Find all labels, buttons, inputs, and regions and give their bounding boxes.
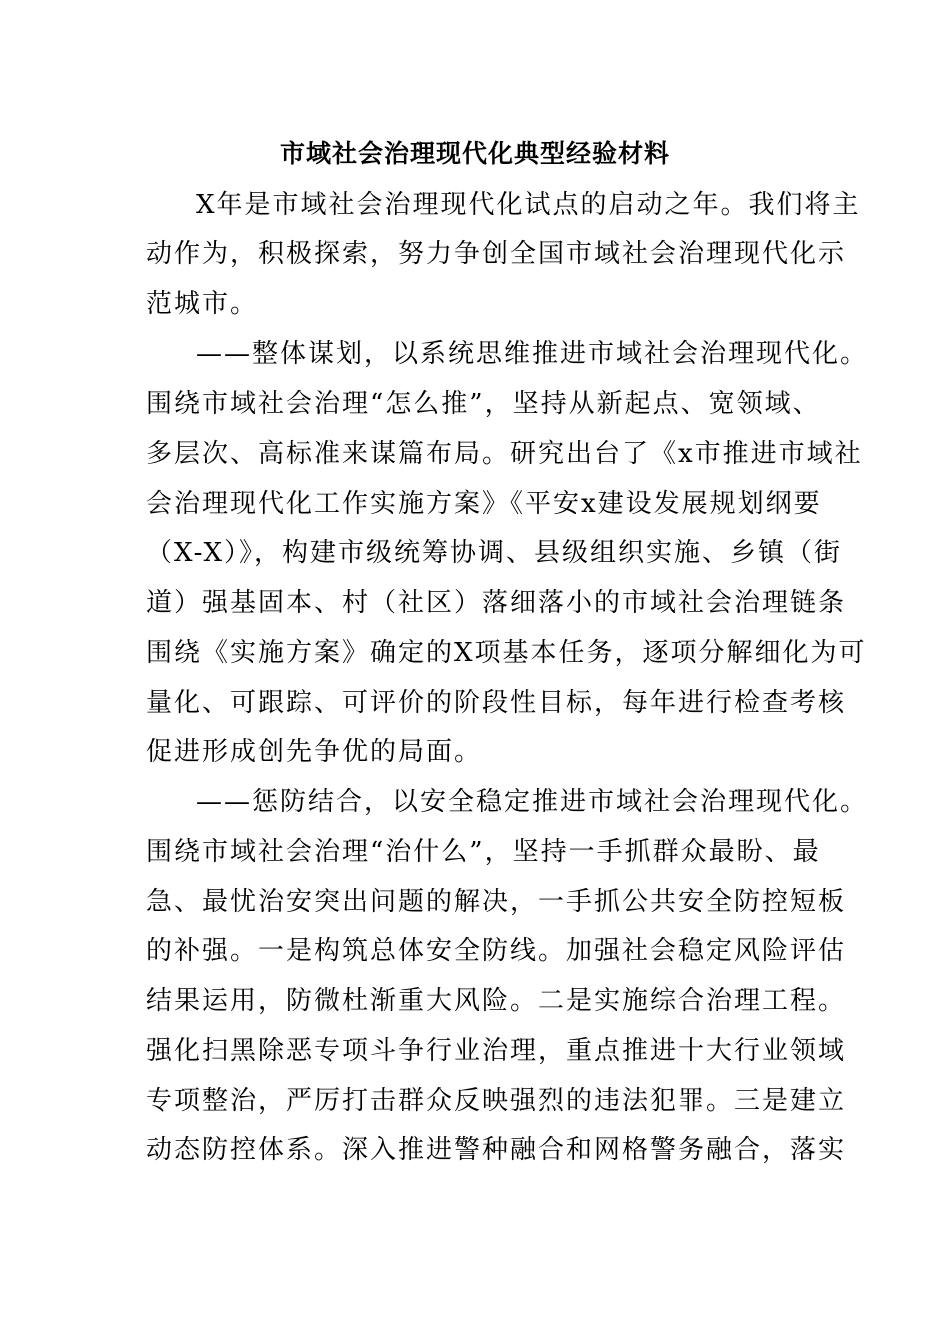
paragraph-line: X年是市域社会治理现代化试点的启动之年。我们将主 [196,190,861,220]
paragraph-line: 结果运用，防微杜渐重大风险。二是实施综合治理工程。 [146,986,847,1016]
paragraph-line: 专项整治，严厉打击群众反映强烈的违法犯罪。三是建立 [146,1086,847,1116]
paragraph-line: 道）强基固本、村（社区）落细落小的市域社会治理链条 [146,588,847,618]
paragraph-line: （X-X）》，构建市级统筹协调、县级组织实施、乡镇（街 [146,538,842,568]
paragraph-line: 多层次、高标准来谋篇布局。研究出台了《x市推进市域社 [146,439,863,469]
paragraph-line: 围绕《实施方案》确定的X项基本任务，逐项分解细化为可 [146,638,867,668]
paragraph-line: 促进形成创先争优的局面。 [146,737,483,767]
paragraph-line: 急、最忧治安突出问题的解决，一手抓公共安全防控短板 [146,887,847,917]
document-title: 市域社会治理现代化典型经验材料 [279,139,670,168]
paragraph-line: 会治理现代化工作实施方案》《平安x建设发展规划纲要 [146,489,822,519]
paragraph-line: 动作为，积极探索，努力争创全国市域社会治理现代化示 [146,239,847,269]
paragraph-line: ——惩防结合，以安全稳定推进市域社会治理现代化。 [196,787,869,817]
paragraph-line: 量化、可跟踪、可评价的阶段性目标，每年进行检查考核 [146,688,847,718]
paragraph-line: 围绕市域社会治理“治什么”，坚持一手抓群众最盼、最 [146,837,821,867]
paragraph-line: ——整体谋划，以系统思维推进市域社会治理现代化。 [196,339,869,369]
paragraph-line: 的补强。一是构筑总体安全防线。加强社会稳定风险评估 [146,936,847,966]
paragraph-line: 围绕市域社会治理“怎么推”，坚持从新起点、宽领域、 [146,389,821,419]
paragraph-line: 动态防控体系。深入推进警种融合和网格警务融合，落实 [146,1135,847,1165]
paragraph-line: 范城市。 [146,289,259,319]
paragraph-line: 强化扫黑除恶专项斗争行业治理，重点推进十大行业领域 [146,1036,847,1066]
